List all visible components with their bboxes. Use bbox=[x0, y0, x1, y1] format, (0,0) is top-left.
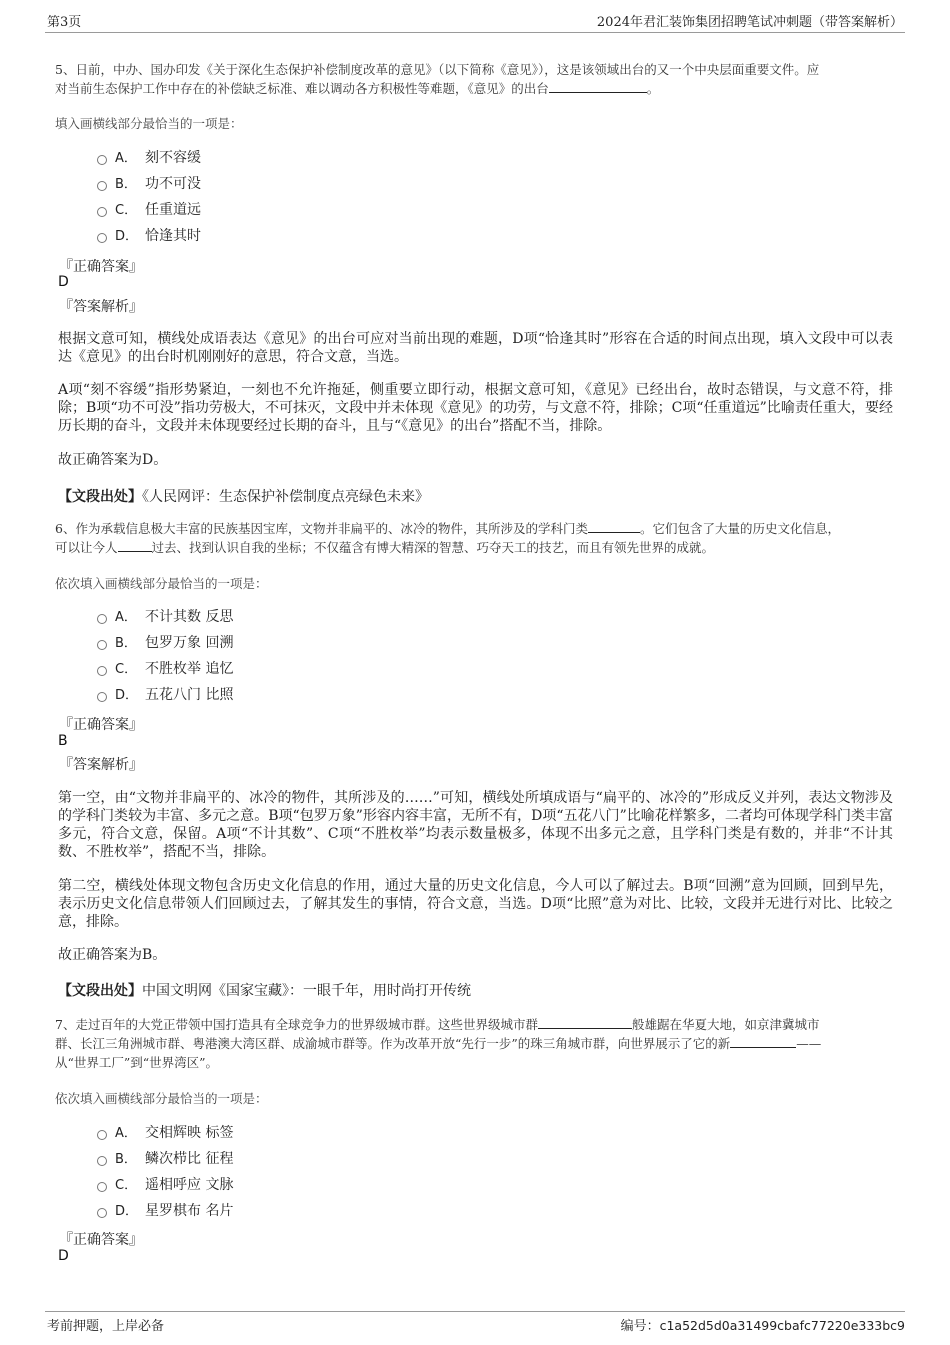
correct-answer: B bbox=[58, 733, 68, 749]
option-a[interactable]: A． 不计其数 反思 bbox=[97, 608, 233, 627]
radio-icon[interactable] bbox=[97, 692, 107, 702]
question-7-stem: 7、走过百年的大党正带领中国打造具有全球竞争力的世界级城市群。这些世界级城市群 般雄踞在华夏大地，如京津冀城市 群、长江三角洲城市群、粤港澳大湾区群、成渝城市群等。作为改革开放“先行一步”的珠三角城市群，向世界展示了它的新 —— 从“世界工厂”到“世界湾区”。 bbox=[55, 1017, 822, 1070]
radio-icon[interactable] bbox=[97, 1208, 107, 1218]
answer-label: 『正确答案』 bbox=[59, 717, 143, 733]
correct-answer: D bbox=[58, 274, 69, 290]
option-b[interactable]: B． 包罗万象 回溯 bbox=[97, 634, 233, 653]
answer-blank bbox=[730, 1034, 796, 1048]
answer-blank bbox=[538, 1015, 632, 1029]
answer-label: 『正确答案』 bbox=[59, 259, 143, 275]
radio-icon[interactable] bbox=[97, 1182, 107, 1192]
analysis-paragraph: A项“刻不容缓”指形势紧迫，一刻也不允许拖延，侧重要立即行动，根据文意可知，《意见》已经出台，故时态错误，与文意不符，排除；B项“功不可没”指功劳极大，不可抹灭，文段中并未体现《意见》的功劳，与文意不符，排除；C项“任重道远”比喻责任重大，要经历长期的奋斗，文段并未体现要经过长期的奋斗，且与“《意见》的出台”搭配不当，排除。 bbox=[58, 382, 893, 434]
radio-icon[interactable] bbox=[97, 233, 107, 243]
option-d[interactable]: D． 星罗棋布 名片 bbox=[97, 1202, 233, 1221]
option-c[interactable]: C． 任重道远 bbox=[97, 201, 201, 220]
answer-label: 『正确答案』 bbox=[59, 1232, 143, 1248]
radio-icon[interactable] bbox=[97, 1130, 107, 1140]
document-title: 2024年君汇装饰集团招聘笔试冲刺题（带答案解析） bbox=[596, 15, 903, 30]
radio-icon[interactable] bbox=[97, 181, 107, 191]
radio-icon[interactable] bbox=[97, 155, 107, 165]
answer-blank bbox=[549, 79, 647, 93]
correct-answer: D bbox=[58, 1248, 69, 1264]
option-b[interactable]: B． 鳞次栉比 征程 bbox=[97, 1150, 233, 1169]
analysis-conclusion: 故正确答案为D。 bbox=[58, 452, 168, 468]
question-7-instruction: 依次填入画横线部分最恰当的一项是： bbox=[55, 1091, 268, 1106]
page-footer bbox=[45, 1311, 905, 1342]
analysis-conclusion: 故正确答案为B。 bbox=[58, 947, 167, 963]
analysis-paragraph: 根据文意可知，横线处成语表达《意见》的出台可应对当前出现的难题，D项“恰逢其时”形容在合适的时间点出现，填入文段中可以表达《意见》的出台时机刚刚好的意思，符合文意，当选。 bbox=[58, 331, 893, 365]
option-b[interactable]: B． 功不可没 bbox=[97, 175, 201, 194]
radio-icon[interactable] bbox=[97, 666, 107, 676]
option-c[interactable]: C． 不胜枚举 追忆 bbox=[97, 660, 233, 679]
question-6-stem: 6、作为承载信息极大丰富的民族基因宝库，文物并非扁平的、冰冷的物件，其所涉及的学科门类 。它们包含了大量的历史文化信息， 可以让今人 过去、找到认识自我的坐标；不仅蕴含有博大精深的智慧、巧夺天工的技艺，而且有领先世界的成就。 bbox=[55, 521, 840, 555]
answer-blank bbox=[118, 538, 152, 552]
radio-icon[interactable] bbox=[97, 207, 107, 217]
option-a[interactable]: A． 刻不容缓 bbox=[97, 149, 201, 168]
option-c[interactable]: C． 遥相呼应 文脉 bbox=[97, 1176, 233, 1195]
analysis-paragraph: 第一空，由“文物并非扁平的、冰冷的物件，其所涉及的……”可知，横线处所填成语与“扁平的、冰冷的”形成反义并列，表达文物涉及的学科门类较为丰富、多元之意。B项“包罗万象”形容内容丰富，无所不有，D项“五花八门”比喻花样繁多，二者均可体现学科门类丰富多元，符合文意，保留。A项“不计其数”、C项“不胜枚举”均表示数量极多，体现不出多元之意，且学科门类是有数的，并非“不计其数、不胜枚举”，搭配不当，排除。 bbox=[58, 790, 893, 860]
radio-icon[interactable] bbox=[97, 1156, 107, 1166]
radio-icon[interactable] bbox=[97, 614, 107, 624]
option-d[interactable]: D． 五花八门 比照 bbox=[97, 686, 233, 705]
answer-blank bbox=[588, 519, 640, 533]
analysis-paragraph: 第二空，横线处体现文物包含历史文化信息的作用，通过大量的历史文化信息，今人可以了解过去。B项“回溯”意为回顾，回到早先，表示历史文化信息带领人们回顾过去，了解其发生的事情，符合文意，当选。D项“比照”意为对比、比较，文段并无进行对比、比较之意，排除。 bbox=[58, 878, 893, 930]
question-5-instruction: 填入画横线部分最恰当的一项是： bbox=[55, 116, 243, 131]
document-code: 编号：c1a52d5d0a31499cbafc77220e333bc9 bbox=[620, 1318, 905, 1334]
source-citation: 【文段出处】中国文明网《国家宝藏》：一眼千年，用时尚打开传统 bbox=[58, 983, 471, 999]
option-a[interactable]: A． 交相辉映 标签 bbox=[97, 1124, 233, 1143]
radio-icon[interactable] bbox=[97, 640, 107, 650]
option-d[interactable]: D． 恰逢其时 bbox=[97, 227, 201, 246]
page-header bbox=[45, 10, 905, 33]
question-6-instruction: 依次填入画横线部分最恰当的一项是： bbox=[55, 576, 268, 591]
analysis-label: 『答案解析』 bbox=[59, 757, 143, 773]
footer-slogan: 考前押题，上岸必备 bbox=[47, 1319, 165, 1334]
analysis-label: 『答案解析』 bbox=[59, 299, 143, 315]
page-number: 第3页 bbox=[47, 15, 82, 30]
source-citation: 【文段出处】《人民网评：生态保护补偿制度点亮绿色未来》 bbox=[58, 489, 429, 505]
question-5-stem: 5、日前，中办、国办印发《关于深化生态保护补偿制度改革的意见》（以下简称《意见》），这是该领域出台的又一个中央层面重要文件。应 对当前生态保护工作中存在的补偿缺乏标准、难以调动各方积极性等难题，《意见》的出台 。 bbox=[55, 62, 820, 96]
